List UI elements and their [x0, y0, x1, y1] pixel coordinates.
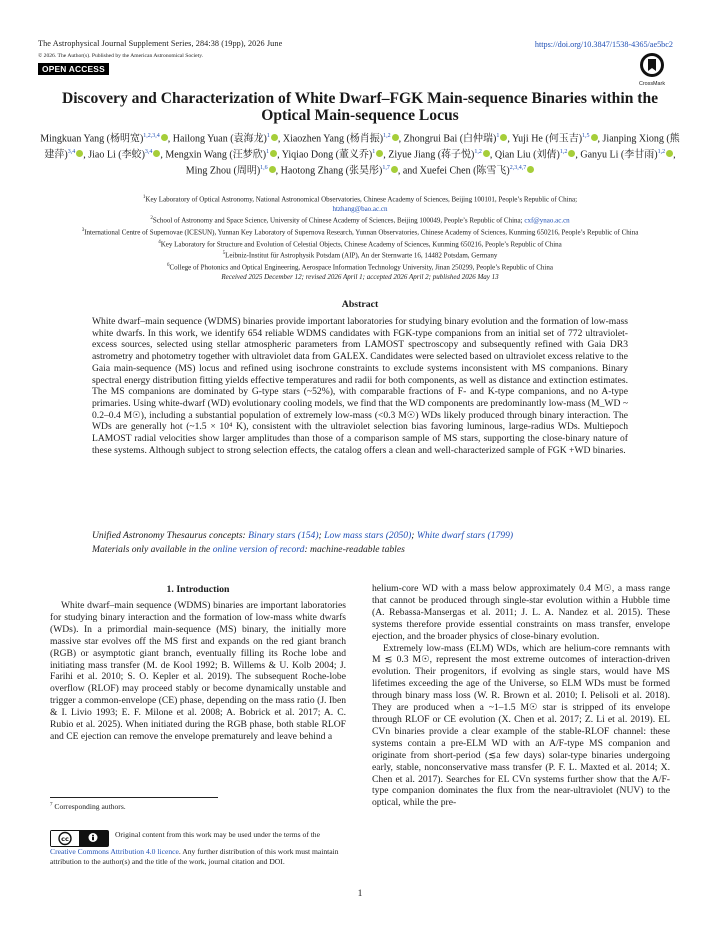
author-name[interactable]: Jianping Xiong (熊建萍) — [44, 133, 680, 161]
author-name[interactable]: Mingkuan Yang (杨明宽) — [40, 133, 144, 145]
body-paragraph: White dwarf–main sequence (WDMS) binaries are important laboratories for studying binary interaction and the formation of low-mass white dwarfs (WDs). In a primordial main-sequence (MS) binary, the initially more massive star evolves off the MS first and expands on the red giant branch (RGB) or asymptotic giant branch, eventually filling its Roche lobe and initiating mass transfer (M. de Kool 1992; B. Willems & U. Kolb 2004; J. Farihi et al. 2010; S. O. Kepler et al. 2019). The subsequent Roche-lobe overflow (RLOF) may proceed stably or become dynamically unstable and trigger a common-envelope (CE) phase, depending on the mass ratio (J. Iben & I. Livio 1993; E. F. Milone et al. 2008; A. Bobrick et al. 2017; A. C. Rubio et al. 2025). When initiated during the RGB phase, both stable RLOF and CE ejection can remove the envelope prematurely and leave behind a — [50, 600, 346, 742]
footnote — [50, 802, 126, 811]
author-affil-sup: 2,3,4,7 — [509, 164, 527, 171]
orcid-icon[interactable] — [391, 166, 398, 173]
author-affil-sup: 1 — [496, 133, 500, 139]
author-name[interactable]: Zhongrui Bai (白仲瑞) — [403, 133, 497, 145]
author-affil-sup: 1,7 — [382, 164, 390, 171]
affiliation — [40, 226, 680, 238]
abstract-heading: Abstract — [341, 299, 379, 310]
author-name[interactable]: Yuji He (何玉吉) — [512, 133, 583, 145]
author-name[interactable]: Xuefei Chen (陈雪飞) — [419, 165, 510, 177]
author-affil-sup: 1 — [266, 133, 270, 139]
author-name[interactable]: Ziyue Jiang (蒋子悦) — [388, 149, 475, 161]
orcid-icon[interactable] — [392, 134, 399, 141]
open-access-badge: OPEN ACCESS — [38, 63, 109, 75]
author-affil-sup: 1,5 — [582, 133, 590, 139]
orcid-icon[interactable] — [76, 150, 83, 157]
orcid-icon[interactable] — [269, 166, 276, 173]
affiliation — [40, 261, 680, 273]
affiliation-list — [40, 193, 680, 282]
orcid-icon[interactable] — [500, 134, 507, 141]
orcid-icon[interactable] — [376, 150, 383, 157]
author-name[interactable]: Yiqiao Dong (董义乔) — [281, 149, 373, 161]
license-text-before: Original content from this work may be used under the terms of the — [115, 830, 320, 839]
author-name[interactable]: Xiaozhen Yang (杨肖振) — [282, 133, 384, 145]
uat-concept[interactable]: Binary stars (154) — [248, 530, 319, 541]
author-list: Mingkuan Yang (杨明宽)$^{1,2,3,4}$ , Hailong Yuan (袁海龙)$^1$ , Xiaozhen Yang (杨肖振)$^{1,2}$ , Zhongrui Bai (白仲瑞)$^1$ , Yuji He (何玉吉)$^{1,5}$ , Jianping Xiong (熊建萍)$^{3,4}$ , Jiao Li (李蛟)$^{3,4}$ , Mengxin Wang (汪梦欣)$^1$ , Yiqiao Dong (董义乔)$^1$ , Ziyue Jiang (蒋子悦)$^{1,2}$ , Qian Liu (刘倩)$^{1,2}$ , Ganyu Li (李甘雨)$^{1,2}$ , Ming Zhou (周明)$^{1,6}$ , Haotong Zhang (张昊彤)$^{1,7}$ , and Xuefei Chen (陈雪飞)$^{2,3,4,7}$ — [40, 133, 680, 177]
affiliation-text: Key Laboratory for Structure and Evolution of Celestial Objects, Chinese Academy of Sciences, Kunming 650216, People’s Republic of China — [160, 239, 562, 248]
uat-concept[interactable]: White dwarf stars (1799) — [416, 530, 514, 541]
author-name[interactable]: Hailong Yuan (袁海龙) — [172, 133, 267, 145]
affiliation-text: International Centre of Supernovae (ICESUN), Yunnan Key Laboratory of Supernova Research, Yunnan Observatories, Chinese Academy of Sciences, Kunming 650216, People’s Republic of China — [84, 228, 639, 237]
author-name[interactable]: Haotong Zhang (张昊彤) — [280, 165, 383, 177]
author-affil-sup: 3,4 — [67, 148, 76, 155]
affiliation — [40, 193, 680, 214]
abstract-text: White dwarf–main sequence (WDMS) binaries provide important laboratories for studying binary evolution and the formation of low-mass white dwarfs. In this work, we identify 654 reliable WDMS candidates with FGK-type companions from an initial set of 772 ultraviolet-excess sources, selected using stellar atmospheric parameters from LAMOST spectroscopy and subsequently refined with Gaia DR3 astrometry and photometry together with ultraviolet data from GALEX. Candidates were selected based on ultraviolet excess relative to the Gaia main-sequence (MS) locus and refined using isochrone constraints to exclude systems inconsistent with MS companions. Binary spectral energy distribution fitting yields effective temperatures and radii for both components, as well as distance and extinction estimates. The MS companions are dominated by G-type stars (~52%), with comparable fractions of F- and K-type companions, and no A-type primaries. Using white-dwarf (WD) evolutionary cooling models, we find that the WD components are predominantly low-mass (M_WD ~ 0.2–0.4 M☉), including a substantial population of extremely low-mass (<0.3 M☉) WDs likely produced through binary interaction. The WDs are generally hot (~1.5 × 10⁴ K), consistent with the ultraviolet selection bias favoring luminous, large-radius WDs. Multiepoch LAMOST radial velocities show larger amplitudes than those of a comparison sample of MS stars, supporting the close-binary nature of these systems. Although subject to strong selection effects, the catalog offers a clean and well-characterized sample of FGK +WD binaries. — [92, 316, 629, 456]
affiliation-text: Key Laboratory of Optical Astronomy, National Astronomical Observatories, Chinese Academy of Sciences, Beijing 100101, People’s Republic of China; — [145, 195, 578, 204]
orcid-icon[interactable] — [483, 150, 490, 157]
email-link[interactable]: htzhang@bao.ac.cn — [332, 204, 388, 213]
affiliation — [40, 214, 680, 226]
author-affil-sup: 3,4 — [144, 148, 153, 155]
author-affil-sup: 1,2 — [559, 148, 568, 155]
uat-label: Unified Astronomy Thesaurus concepts: — [92, 530, 246, 541]
received-dates: Received 2025 December 12; revised 2026 April 1; accepted 2026 April 2; published 2026 May 13 — [221, 272, 499, 281]
affiliation-marker: 4 — [158, 239, 161, 245]
affiliation-text: School of Astronomy and Space Science, University of Chinese Academy of Sciences, Beijing 100049, People’s Republic of China; — [152, 216, 523, 225]
orcid-icon[interactable] — [666, 150, 673, 157]
author-affil-sup: 1,2 — [474, 148, 482, 155]
footnote-marker: 7 — [50, 802, 53, 808]
affiliation — [40, 238, 680, 250]
affiliation-text: Leibniz-Institut für Astrophysik Potsdam (AIP), An der Sternwarte 16, 14482 Potsdam, Germany — [225, 251, 498, 260]
cc-by-icon[interactable] — [50, 830, 109, 847]
orcid-icon[interactable] — [568, 150, 575, 157]
left-column — [50, 600, 346, 743]
affiliation-marker: 1 — [142, 195, 146, 200]
affiliation-marker: 2 — [150, 216, 153, 222]
uat-concept[interactable]: Low mass stars (2050) — [324, 530, 412, 541]
author-affil-sup: 1 — [372, 148, 376, 155]
section-heading-introduction: 1. Introduction — [166, 584, 230, 595]
materials-suffix: : machine-readable tables — [304, 544, 405, 555]
cc-license-link[interactable]: Creative Commons Attribution 4.0 licence — [50, 847, 179, 856]
paper-title: Discovery and Characterization of White Dwarf–FGK Main-sequence Binaries within the Optical Main-sequence Locus — [61, 90, 659, 124]
affiliation-text: College of Photonics and Optical Engineering, Aerospace Information Technology University, Jinan 250299, People’s Republic of China — [169, 263, 553, 272]
author-name[interactable]: Mengxin Wang (汪梦欣) — [165, 149, 267, 161]
copyright-line: © 2026. The Author(s). Published by the American Astronomical Society. — [38, 53, 204, 59]
email-link[interactable]: cxf@ynao.ac.cn — [524, 216, 570, 225]
orcid-icon[interactable] — [270, 150, 277, 157]
footnote-rule — [50, 797, 218, 798]
online-version-link[interactable]: online version of record — [212, 544, 305, 555]
author-affil-sup: 1,2 — [657, 148, 666, 155]
orcid-icon[interactable] — [161, 134, 168, 141]
author-affil-sup: 1 — [266, 148, 270, 155]
materials-prefix: Materials only available in the — [92, 544, 211, 555]
journal-header: The Astrophysical Journal Supplement Series, 284:38 (19pp), 2026 June — [38, 39, 283, 48]
svg-text:cc: cc — [61, 835, 69, 843]
body-paragraph: Extremely low-mass (ELM) WDs, which are helium-core remnants with M ≲ 0.3 M☉, represent the most extreme outcomes of interaction-driven evolution. Their progenitors, if evolving as single stars, would have MS lifetimes exceeding the age of the Universe, so ELM WDs must be formed through binary mass loss (W. R. Brown et al. 2010; I. Pelisoli et al. 2018). They are produced when a ~1–1.5 M☉ star is stripped of its envelope through RLOF or CE evolution (X. Chen et al. 2017; Z. Li et al. 2019). EL CVn binaries provide a clear example of the stable-RLOF channel: these systems contain a pre-ELM WD with an A/F-type MS companion and originate from short-period (≲a few days) solar-type binaries undergoing early, stable, nonconservative mass transfer (P. F. L. Maxted et al. 2014; X. Chen et al. 2017). Searches for EL CVn systems further show that the A/F-type companion dominates the flux from the near-ultraviolet (NUV) to the optical, while the pre- — [372, 642, 670, 809]
author-name[interactable]: Ming Zhou (周明) — [185, 165, 261, 177]
author-affil-sup: 1,2 — [383, 133, 391, 139]
author-affil-sup: 1,2,3,4 — [143, 133, 160, 139]
body-paragraph: helium-core WD with a mass below approximately 0.4 M☉, a mass range that cannot be produced through single-star evolution within a Hubble time (A. Rebassa-Mansergas et al. 2011; J. L. A. Nandez et al. 2015). These systems therefore provide essential constraints on mass transfer, envelope ejection, and the broader physics of close-binary evolution. — [372, 583, 670, 642]
affiliation-marker: 3 — [81, 227, 85, 233]
author-affil-sup: 1,6 — [260, 164, 268, 171]
orcid-icon[interactable] — [527, 166, 534, 173]
affiliation-marker: 5 — [222, 251, 226, 257]
author-name[interactable]: Jiao Li (李蛟) — [88, 149, 145, 161]
right-column — [372, 583, 670, 809]
affiliation-marker: 6 — [167, 263, 170, 269]
author-name[interactable]: Qian Liu (刘倩) — [494, 149, 560, 161]
orcid-icon[interactable] — [591, 134, 598, 141]
author-name[interactable]: Ganyu Li (李甘雨) — [580, 149, 658, 161]
orcid-icon[interactable] — [153, 150, 160, 157]
affiliation — [40, 249, 680, 261]
keywords-block: Unified Astronomy Thesaurus concepts: Binary stars (154); Low mass stars (2050); White dwarf stars (1799) Materials only available in the online version of record: machine-readable tables — [92, 530, 514, 555]
license-text-after: . Any further distribution of this work must maintain attribution to the author(s) and the title of the work, journal citation and DOI. — [50, 847, 339, 866]
footnote-text: Corresponding authors. — [54, 802, 126, 811]
doi-link[interactable]: https://doi.org/10.3847/1538-4365/ae5bc2 — [534, 40, 673, 49]
crossmark-button[interactable] — [636, 52, 668, 87]
crossmark-label: CrossMark — [638, 81, 666, 87]
license-block — [50, 830, 346, 866]
page-number: 1 — [357, 888, 363, 899]
crossmark-icon — [639, 52, 665, 78]
orcid-icon[interactable] — [271, 134, 278, 141]
